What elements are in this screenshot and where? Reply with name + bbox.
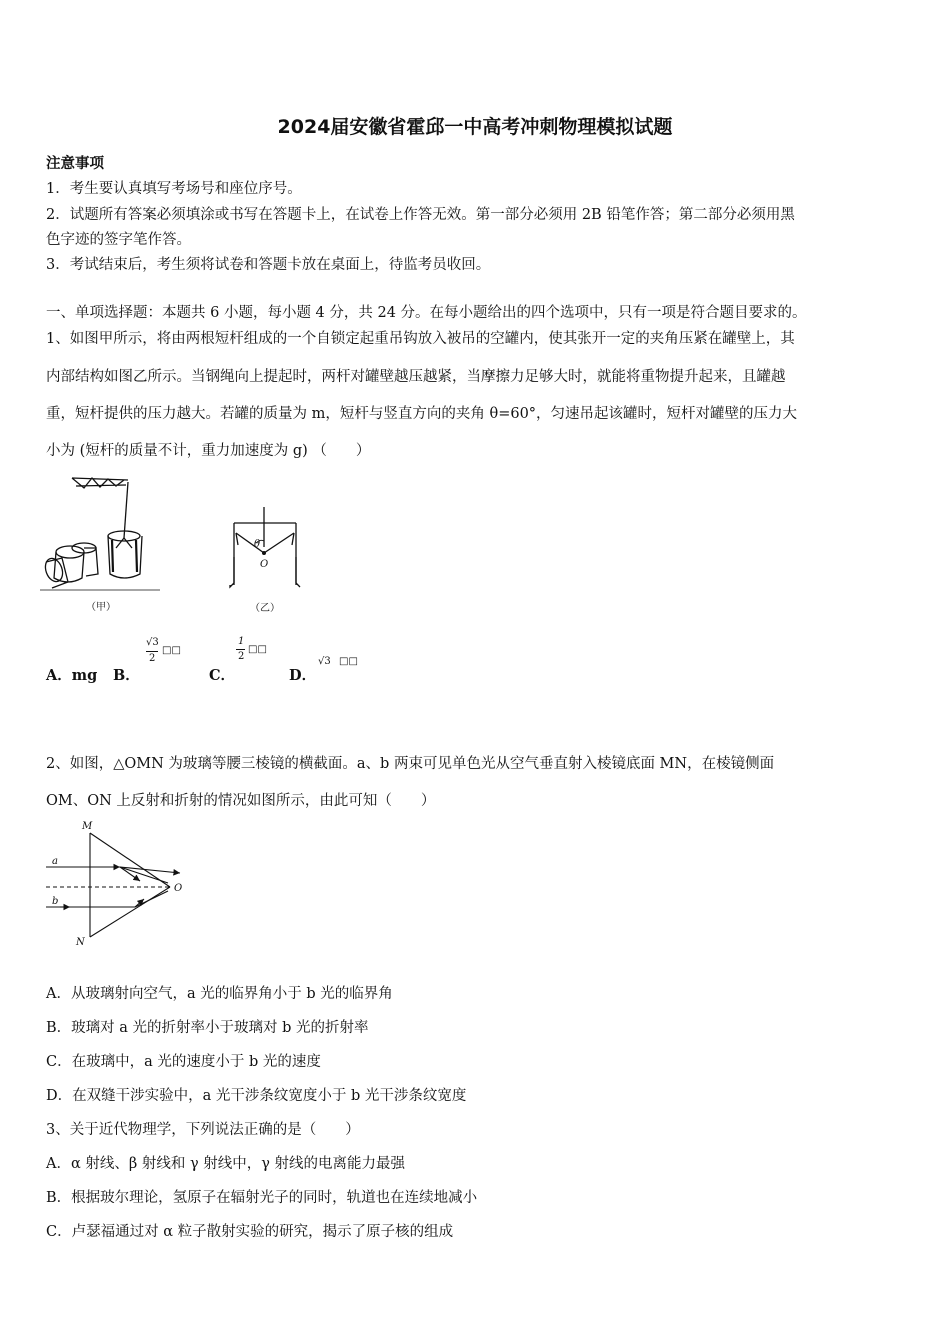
notice-item: 色字迹的签字笔作答。 <box>46 232 191 248</box>
page-title: 2024届安徽省霍邱一中高考冲刺物理模拟试题 <box>277 116 673 138</box>
notice-item: 3．考试结束后，考生须将试卷和答题卡放在桌面上，待监考员收回。 <box>46 257 491 273</box>
q2-option-d: D．在双缝干涉实验中，a 光干涉条纹宽度小于 b 光干涉条纹宽度 <box>46 1088 467 1104</box>
q3-option-c: C．卢瑟福通过对 α 粒子散射实验的研究，揭示了原子核的组成 <box>46 1224 454 1240</box>
q1-option-c-denominator: 2 <box>238 651 245 662</box>
q1-figure-jia <box>40 470 170 613</box>
q2-stem-line: OM、ON 上反射和折射的情况如图所示，由此可知（ ） <box>46 793 436 809</box>
notice-item: 2．试题所有答案必须填涂或书写在答题卡上，在试卷上作答无效。第一部分必须用 2B 铅笔作答；第二部分必须用黑 <box>46 207 795 223</box>
q1-option-b-label: B． <box>113 667 140 684</box>
fig-label-jia: （甲） <box>86 602 116 613</box>
q3-option-b: B．根据玻尔理论，氢原子在辐射光子的同时，轨道也在连续地减小 <box>46 1190 478 1206</box>
q2-option-b: B．玻璃对 a 光的折射率小于玻璃对 b 光的折射率 <box>46 1020 369 1036</box>
q1-option-a: A．mg <box>46 667 98 684</box>
q1-stem-line: 小为 (短杆的质量不计，重力加速度为 g) （ ） <box>46 443 371 459</box>
prism-label-o: O <box>174 883 183 894</box>
fraction-bar <box>236 649 245 650</box>
q1-option-d-tail: □□ <box>339 656 358 667</box>
section-heading: 一、单项选择题：本题共 6 小题，每小题 4 分，共 24 分。在每小题给出的四个选项中，只有一项是符合题目要求的。 <box>46 305 807 321</box>
q1-option-c-tail: □□ <box>248 644 267 655</box>
q1-option-d-label: D． <box>289 667 317 684</box>
q1-option-d-expression: √3 <box>318 656 331 667</box>
notice-heading: 注意事项 <box>46 155 104 172</box>
fraction-bar <box>146 651 158 652</box>
q1-stem-line: 1、如图甲所示，将由两根短杆组成的一个自锁定起重吊钩放入被吊的空罐内，使其张开一定的夹角压紧在罐壁上，其 <box>46 331 795 347</box>
q1-option-b-tail: □□ <box>162 645 181 656</box>
fig-o-label: O <box>260 559 269 570</box>
q1-option-b-denominator: 2 <box>149 653 156 664</box>
prism-label-n: N <box>76 937 85 948</box>
q1-option-c-numerator: 1 <box>238 636 245 647</box>
q1-stem-line: 重，短杆提供的压力越大。若罐的质量为 m，短杆与竖直方向的夹角 θ=60°，匀速吊起该罐时，短杆对罐壁的压力大 <box>46 406 798 422</box>
q3-stem: 3、关于近代物理学，下列说法正确的是（ ） <box>46 1122 360 1138</box>
q1-stem-line: 内部结构如图乙所示。当钢绳向上提起时，两杆对罐壁越压越紧，当摩擦力足够大时，就能将重物提升起来，且罐越 <box>46 369 786 385</box>
q1-figure-yi <box>220 505 310 615</box>
prism-label-a: a <box>52 856 58 867</box>
q3-option-a: A．α 射线、β 射线和 γ 射线中，γ 射线的电离能力最强 <box>46 1156 406 1172</box>
notice-item: 1．考生要认真填写考场号和座位序号。 <box>46 181 302 197</box>
fig-label-yi: （乙） <box>250 603 280 614</box>
prism-label-m: M <box>82 821 93 832</box>
q2-stem-line: 2、如图，△OMN 为玻璃等腰三棱镜的横截面。a、b 两束可见单色光从空气垂直射入棱镜底面 MN，在棱镜侧面 <box>46 756 775 772</box>
q2-prism-figure <box>40 815 200 950</box>
q2-option-a: A．从玻璃射向空气，a 光的临界角小于 b 光的临界角 <box>46 986 393 1002</box>
q2-option-c: C．在玻璃中，a 光的速度小于 b 光的速度 <box>46 1054 321 1070</box>
q1-option-b-numerator: √3 <box>146 637 159 648</box>
q1-option-c-label: C． <box>209 667 236 684</box>
prism-label-b: b <box>52 896 59 907</box>
fig-theta-label: θ <box>254 539 261 550</box>
